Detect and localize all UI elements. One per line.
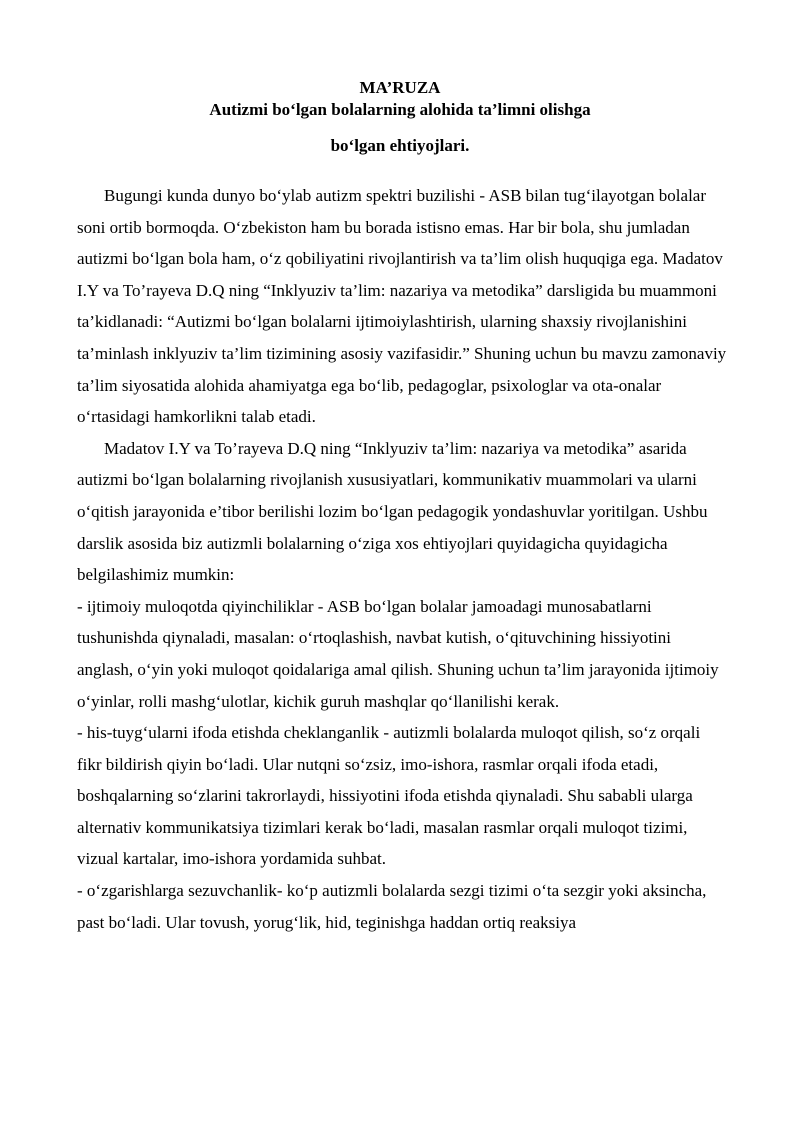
- list-item-social-communication: - ijtimoiy muloqotda qiyinchiliklar - ASB bo‘lgan bolalar jamoadagi munosabatlarni tushunishda qiynaladi, masalan: o‘rtoqlashish, navbat kutish, o‘qituvchining hissiyotini anglash, o‘yin yoki muloqot qoidalariga amal qilish. Shuning uchun ta’lim jarayonida ijtimoiy o‘yinlar, rolli mashg‘ulotlar, kichik guruh mashqlar qo‘llanilishi kerak.: [77, 596, 719, 711]
- list-item-sensory-sensitivity: - o‘zgarishlarga sezuvchanlik- ko‘p autizmli bolalarda sezgi tizimi o‘ta sezgir yoki aksincha, past bo‘ladi. Ular tovush, yorug‘lik, hid, teginishga haddan ortiq reaksiya: [77, 881, 707, 932]
- document-label: MA’RUZA: [359, 78, 441, 97]
- list-item-emotional-expression: - his-tuyg‘ularni ifoda etishda cheklanganlik - autizmli bolalarda muloqot qilish, so‘z orqali fikr bildirish qiyin bo‘ladi. Ular nutqni so‘zsiz, imo-ishora, rasmlar orqali ifoda etadi, boshqalarning so‘zlarini takrorlaydi, hissiyotini ifoda etishda qiynaladi. Shu sababli ularga alternativ kommunikatsiya tizimlari kerak bo‘ladi, masalan rasmlar orqali muloqot tizimi, vizual kartalar, imo-ishora yordamida suhbat.: [77, 723, 701, 869]
- paragraph-source: Madatov I.Y va To’rayeva D.Q ning “Inklyuziv ta’lim: nazariya va metodika” asarida autizmi bo‘lgan bolalarning rivojlanish xususiyatlari, kommunikativ muammolari va ularni o‘qitish jarayonida e’tibor berilishi lozim bo‘lgan pedagogik yondashuvlar yoritilgan. Ushbu darslik asosida biz autizmli bolalarning o‘ziga xos ehtiyojlari quyidagicha quyidagicha belgilashimiz mumkin:: [77, 438, 708, 585]
- document-title-line-1: Autizmi bo‘lgan bolalarning alohida ta’limni olishga: [209, 100, 591, 119]
- document-title-line-2: bo‘lgan ehtiyojlari.: [330, 136, 470, 155]
- document-body: [77, 180, 727, 938]
- paragraph-intro: Bugungi kunda dunyo bo‘ylab autizm spektri buzilishi - ASB bilan tug‘ilayotgan bolalar soni ortib bormoqda. O‘zbekiston ham bu borada istisno emas. Har bir bola, shu jumladan autizmi bo‘lgan bola ham, o‘z qobiliyatini rivojlantirish va ta’lim olish huquqiga ega. Madatov I.Y va To’rayeva D.Q ning “Inklyuziv ta’lim: nazariya va metodika” darsligida bu muammoni ta’kidlanadi: “Autizmi bo‘lgan bolalarni ijtimoiylashtirish, ularning shaxsiy rivojlanishini ta’minlash inklyuziv ta’lim tizimining asosiy vazifasidir.” Shuning uchun bu mavzu zamonaviy ta’lim siyosatida alohida ahamiyatga ega bo‘lib, pedagoglar, psixologlar va ota-onalar o‘rtasidagi hamkorlikni talab etadi.: [77, 186, 727, 427]
